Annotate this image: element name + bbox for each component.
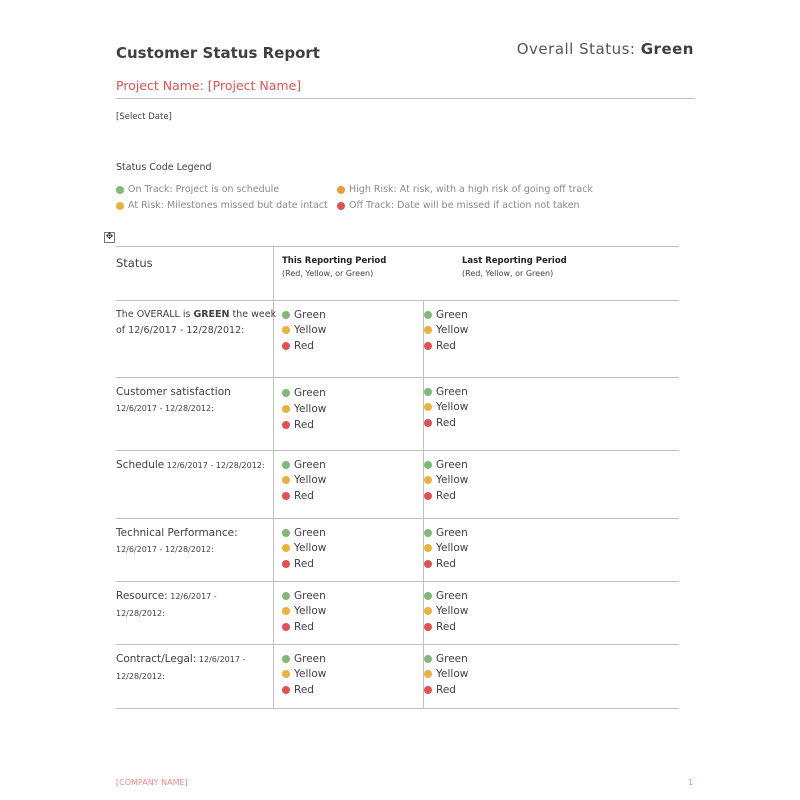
red-dot-icon xyxy=(282,623,290,631)
green-dot-icon xyxy=(424,655,432,663)
option-red[interactable] xyxy=(424,338,468,354)
legend-item-at-risk xyxy=(116,200,328,211)
option-green[interactable] xyxy=(282,307,326,323)
option-green[interactable] xyxy=(424,525,468,541)
yellow-dot-icon xyxy=(282,544,290,552)
last-period-options-customer-satisfaction xyxy=(424,384,468,431)
table-rule xyxy=(116,450,679,451)
option-yellow[interactable] xyxy=(424,604,468,620)
option-red[interactable] xyxy=(282,488,326,504)
green-dot-icon xyxy=(282,389,290,397)
row-date: of 12/6/2017 - 12/28/2012: xyxy=(116,325,245,336)
option-yellow[interactable] xyxy=(282,473,326,489)
option-label: Green xyxy=(436,308,468,321)
option-yellow[interactable] xyxy=(282,604,326,620)
yellow-dot-icon xyxy=(282,326,290,334)
green-dot-icon xyxy=(282,529,290,537)
option-label: Yellow xyxy=(294,403,327,415)
row-date: 12/6/2017 - xyxy=(196,655,246,664)
red-dot-icon xyxy=(424,492,432,500)
option-label: Red xyxy=(294,339,314,352)
last-period-options-schedule xyxy=(424,457,468,504)
overall-status-label: Overall Status: xyxy=(516,40,636,58)
option-red[interactable] xyxy=(282,338,326,354)
yellow-dot-icon xyxy=(282,476,290,484)
yellow-dot-icon xyxy=(424,326,432,334)
project-name[interactable]: Project Name: [Project Name] xyxy=(116,78,302,93)
yellow-dot-icon xyxy=(424,544,432,552)
row-text: the week xyxy=(229,309,277,320)
green-dot-icon xyxy=(424,529,432,537)
option-label: Red xyxy=(294,557,314,570)
legend-item-off-track xyxy=(337,200,580,211)
footer-page-number: 1 xyxy=(688,778,694,787)
option-yellow[interactable] xyxy=(424,541,468,557)
row-date: 12/6/2017 - 12/28/2012: xyxy=(116,404,214,413)
red-dot-icon xyxy=(282,421,290,429)
option-label: Yellow xyxy=(436,542,469,555)
table-rule xyxy=(116,644,679,645)
header-this-period xyxy=(282,256,386,278)
red-dot-icon xyxy=(282,560,290,568)
option-label: Green xyxy=(436,652,468,665)
option-green[interactable] xyxy=(424,651,468,667)
row-date: 12/6/2017 - xyxy=(167,592,217,601)
green-dot-icon xyxy=(282,592,290,600)
option-yellow[interactable] xyxy=(424,473,468,489)
header-status: Status xyxy=(116,256,153,270)
row-text: Resource: xyxy=(116,590,168,602)
red-dot-icon xyxy=(282,342,290,350)
table-column-divider xyxy=(423,300,424,708)
table-move-handle-icon[interactable]: ✥ xyxy=(105,232,114,242)
option-green[interactable] xyxy=(282,651,326,667)
row-text: Technical Performance: xyxy=(116,527,238,539)
green-dot-icon xyxy=(424,311,432,319)
option-green[interactable] xyxy=(424,588,468,604)
header-this-period-title: This Reporting Period xyxy=(282,256,387,266)
option-label: Green xyxy=(294,386,326,399)
option-label: Yellow xyxy=(294,474,327,487)
header-this-period-sub: (Red, Yellow, or Green) xyxy=(282,269,374,278)
last-period-options-resource xyxy=(424,588,468,635)
row-text: The OVERALL is xyxy=(116,309,194,320)
yellow-dot-icon xyxy=(282,670,290,678)
option-yellow[interactable] xyxy=(282,667,326,683)
overall-status xyxy=(517,40,694,58)
option-label: Yellow xyxy=(436,474,469,487)
option-red[interactable] xyxy=(424,488,468,504)
green-dot-icon xyxy=(424,592,432,600)
row-label-overall xyxy=(116,307,276,339)
option-red[interactable] xyxy=(424,682,468,698)
legend-label: High Risk: At risk, with a high risk of going off track xyxy=(349,184,593,195)
option-label: Red xyxy=(294,489,314,502)
table-rule xyxy=(116,377,679,378)
row-date: 12/28/2012: xyxy=(116,609,165,618)
legend-item-high-risk xyxy=(337,184,593,195)
option-label: Yellow xyxy=(294,324,327,337)
row-date: 12/6/2017 - 12/28/2012: xyxy=(164,461,265,470)
header-last-period-title: Last Reporting Period xyxy=(462,256,567,266)
green-dot-icon xyxy=(282,461,290,469)
orange-dot-icon xyxy=(337,186,345,194)
this-period-options-resource xyxy=(282,588,326,635)
this-period-options-overall xyxy=(282,307,326,354)
row-label-customer-satisfaction xyxy=(116,384,231,417)
red-dot-icon xyxy=(424,419,432,427)
yellow-dot-icon xyxy=(282,405,290,413)
option-label: Green xyxy=(436,385,468,398)
option-green[interactable] xyxy=(282,525,326,541)
row-date: 12/28/2012: xyxy=(116,672,165,681)
yellow-dot-icon xyxy=(424,607,432,615)
red-dot-icon xyxy=(337,202,345,210)
option-label: Red xyxy=(294,419,314,432)
option-yellow[interactable] xyxy=(282,323,326,339)
option-green[interactable] xyxy=(282,588,326,604)
option-label: Yellow xyxy=(294,542,327,555)
green-dot-icon xyxy=(116,186,124,194)
table-rule xyxy=(116,581,679,582)
option-yellow[interactable] xyxy=(424,323,468,339)
option-yellow[interactable] xyxy=(282,541,326,557)
option-label: Green xyxy=(436,526,468,539)
legend-label: Off Track: Date will be missed if action not taken xyxy=(349,200,580,211)
row-text: Contract/Legal: xyxy=(116,653,197,665)
option-green[interactable] xyxy=(424,307,468,323)
option-label: Green xyxy=(294,526,326,539)
option-yellow[interactable] xyxy=(282,401,326,418)
option-label: Yellow xyxy=(436,668,469,681)
legend-item-on-track xyxy=(116,184,279,195)
this-period-options-technical xyxy=(282,525,326,572)
row-text: Schedule xyxy=(116,459,165,471)
yellow-dot-icon xyxy=(116,202,124,210)
option-red[interactable] xyxy=(282,619,326,635)
row-text-emphasis: GREEN xyxy=(193,309,230,320)
option-red[interactable] xyxy=(282,556,326,572)
option-yellow[interactable] xyxy=(424,667,468,683)
last-period-options-contract xyxy=(424,651,468,698)
red-dot-icon xyxy=(424,623,432,631)
option-green[interactable] xyxy=(282,385,326,401)
legend-label: At Risk: Milestones missed but date intact xyxy=(128,200,328,211)
option-label: Red xyxy=(436,557,456,570)
row-label-contract-legal xyxy=(116,651,245,685)
option-yellow[interactable] xyxy=(424,400,468,416)
option-label: Green xyxy=(294,458,326,471)
row-label-technical-performance xyxy=(116,525,238,558)
option-green[interactable] xyxy=(282,457,326,473)
option-label: Red xyxy=(436,416,456,429)
option-label: Red xyxy=(436,683,456,696)
option-green[interactable] xyxy=(424,384,468,400)
option-red[interactable] xyxy=(424,556,468,572)
last-period-options-overall xyxy=(424,307,468,354)
red-dot-icon xyxy=(424,342,432,350)
yellow-dot-icon xyxy=(424,670,432,678)
red-dot-icon xyxy=(282,492,290,500)
option-label: Red xyxy=(436,339,456,352)
table-rule xyxy=(116,518,679,519)
yellow-dot-icon xyxy=(424,476,432,484)
option-label: Green xyxy=(294,589,326,602)
green-dot-icon xyxy=(424,461,432,469)
option-label: Red xyxy=(294,620,314,633)
option-label: Yellow xyxy=(436,401,469,414)
row-label-schedule xyxy=(116,457,265,474)
red-dot-icon xyxy=(424,686,432,694)
header-divider xyxy=(116,98,695,99)
this-period-options-schedule xyxy=(282,457,326,504)
table-rule xyxy=(116,246,679,247)
green-dot-icon xyxy=(282,655,290,663)
yellow-dot-icon xyxy=(424,403,432,411)
this-period-options-contract xyxy=(282,651,326,698)
table-rule xyxy=(116,300,679,301)
green-dot-icon xyxy=(282,311,290,319)
row-text: Customer satisfaction xyxy=(116,386,231,398)
option-label: Yellow xyxy=(436,605,469,618)
red-dot-icon xyxy=(424,560,432,568)
option-red[interactable] xyxy=(424,619,468,635)
header-last-period xyxy=(462,256,567,278)
last-period-options-technical xyxy=(424,525,468,572)
option-red[interactable] xyxy=(282,682,326,698)
option-red[interactable] xyxy=(282,418,326,434)
row-date: 12/6/2017 - 12/28/2012: xyxy=(116,545,214,554)
table-rule xyxy=(116,708,679,709)
footer-company-name: [COMPANY NAME] xyxy=(116,778,188,787)
this-period-options-customer-satisfaction xyxy=(282,385,326,433)
row-label-resource xyxy=(116,588,217,622)
green-dot-icon xyxy=(424,388,432,396)
option-red[interactable] xyxy=(424,415,468,431)
option-label: Green xyxy=(436,589,468,602)
option-label: Yellow xyxy=(294,605,327,618)
option-label: Green xyxy=(294,308,326,321)
header-last-period-sub: (Red, Yellow, or Green) xyxy=(462,269,554,278)
option-label: Red xyxy=(436,620,456,633)
date-picker[interactable]: [Select Date] xyxy=(116,112,172,122)
overall-status-value: Green xyxy=(640,40,694,58)
report-title: Customer Status Report xyxy=(116,44,320,62)
legend-title: Status Code Legend xyxy=(116,162,212,173)
option-green[interactable] xyxy=(424,457,468,473)
option-label: Green xyxy=(436,458,468,471)
option-label: Red xyxy=(436,489,456,502)
red-dot-icon xyxy=(282,686,290,694)
option-label: Green xyxy=(294,652,326,665)
legend-label: On Track: Project is on schedule xyxy=(128,184,280,195)
option-label: Red xyxy=(294,683,314,696)
option-label: Yellow xyxy=(294,668,327,681)
option-label: Yellow xyxy=(436,324,469,337)
yellow-dot-icon xyxy=(282,607,290,615)
